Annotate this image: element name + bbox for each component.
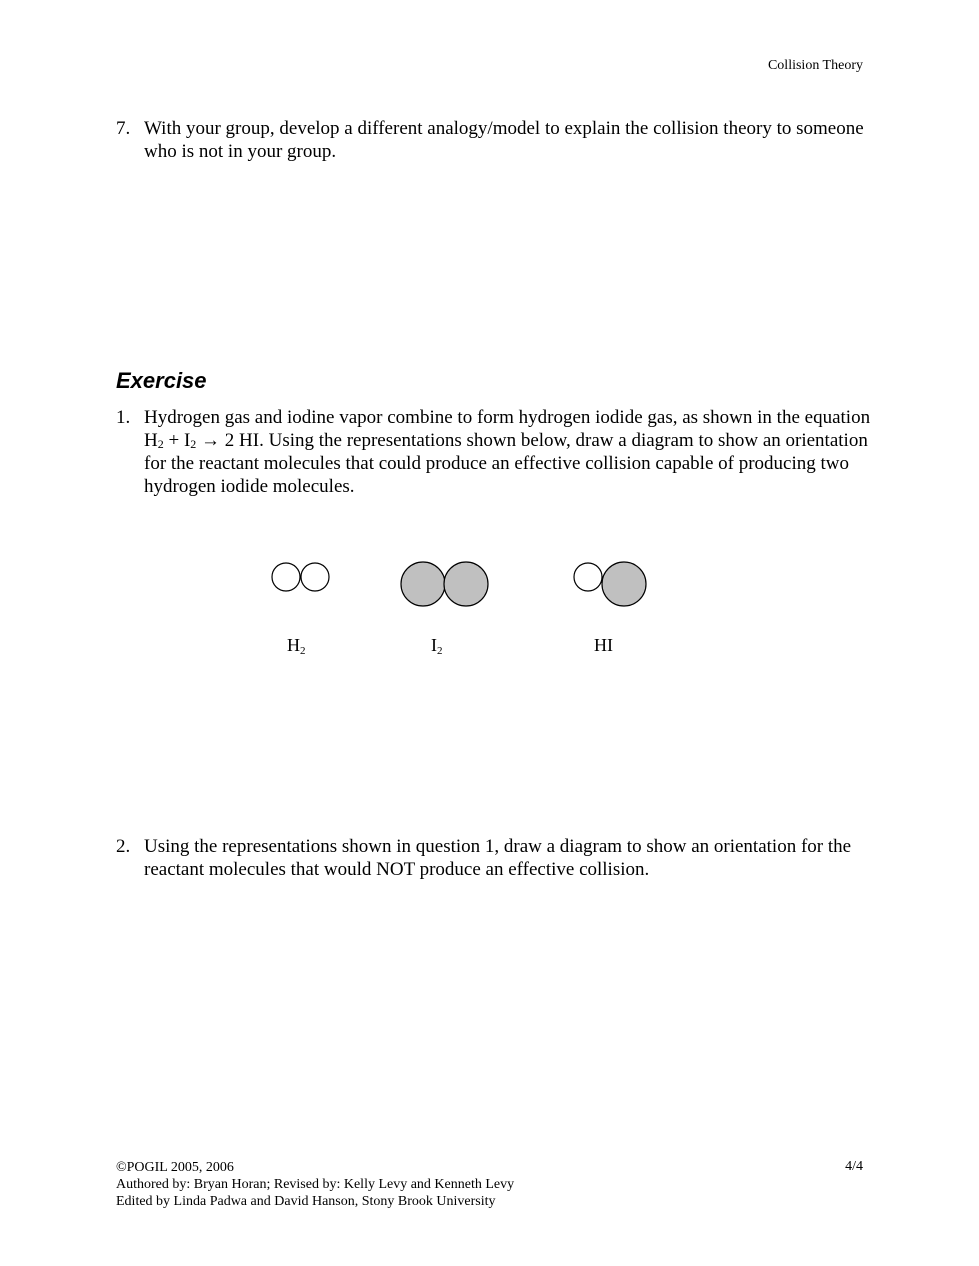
- footer-credits: [116, 1159, 514, 1210]
- subscript: 2: [157, 437, 164, 451]
- hydrogen-atom: [301, 563, 329, 591]
- label-text: I: [431, 635, 437, 655]
- question-number: 2.: [116, 836, 131, 857]
- question-text: [144, 406, 876, 498]
- label-subscript: 2: [437, 645, 443, 657]
- question-7: [116, 117, 876, 163]
- question-text-part: Hydrogen gas and iodine vapor combine to form hydrogen iodide gas, as shown in the equation H: [144, 407, 871, 451]
- iodine-atom: [444, 562, 488, 606]
- equation-arrow: → 2 HI.: [196, 430, 264, 451]
- equation-plus: + I: [163, 430, 191, 451]
- exercise-question-2: [116, 835, 876, 881]
- molecule-label-h2: [287, 635, 306, 656]
- question-number: 1.: [116, 407, 131, 428]
- question-number: 7.: [116, 118, 131, 139]
- molecule-diagram: [260, 555, 680, 665]
- molecule-label-i2: [431, 635, 443, 656]
- hi-molecule: [574, 562, 646, 606]
- label-text: H: [287, 635, 300, 655]
- molecule-label-hi: [594, 635, 613, 656]
- label-subscript: 2: [300, 645, 306, 657]
- iodine-atom: [401, 562, 445, 606]
- hydrogen-atom: [272, 563, 300, 591]
- question-text: With your group, develop a different analogy/model to explain the collision theory to someone who is not in your group.: [144, 118, 864, 162]
- question-text: Using the representations shown in question 1, draw a diagram to show an orientation for the reactant molecules that would NOT produce an effective collision.: [144, 836, 852, 880]
- section-heading-exercise: Exercise: [116, 368, 207, 393]
- h2-molecule: [272, 563, 329, 591]
- footer-copyright: ©POGIL 2005, 2006: [116, 1160, 234, 1175]
- subscript: 2: [190, 437, 197, 451]
- page-number: 4/4: [845, 1159, 863, 1174]
- question-text-part: Using the representations shown below, draw a diagram to show an orientation for the reactant molecules that could produce an effective collision capable of producing two hydrogen iodide molecules.: [144, 430, 868, 497]
- exercise-question-1: [116, 406, 876, 498]
- iodine-atom: [602, 562, 646, 606]
- label-text: HI: [594, 635, 613, 655]
- footer-edited: Edited by Linda Padwa and David Hanson, Stony Brook University: [116, 1194, 496, 1209]
- footer-authored: Authored by: Bryan Horan; Revised by: Kelly Levy and Kenneth Levy: [116, 1177, 515, 1192]
- header-title: Collision Theory: [767, 58, 863, 73]
- i2-molecule: [401, 562, 488, 606]
- hydrogen-atom: [574, 563, 602, 591]
